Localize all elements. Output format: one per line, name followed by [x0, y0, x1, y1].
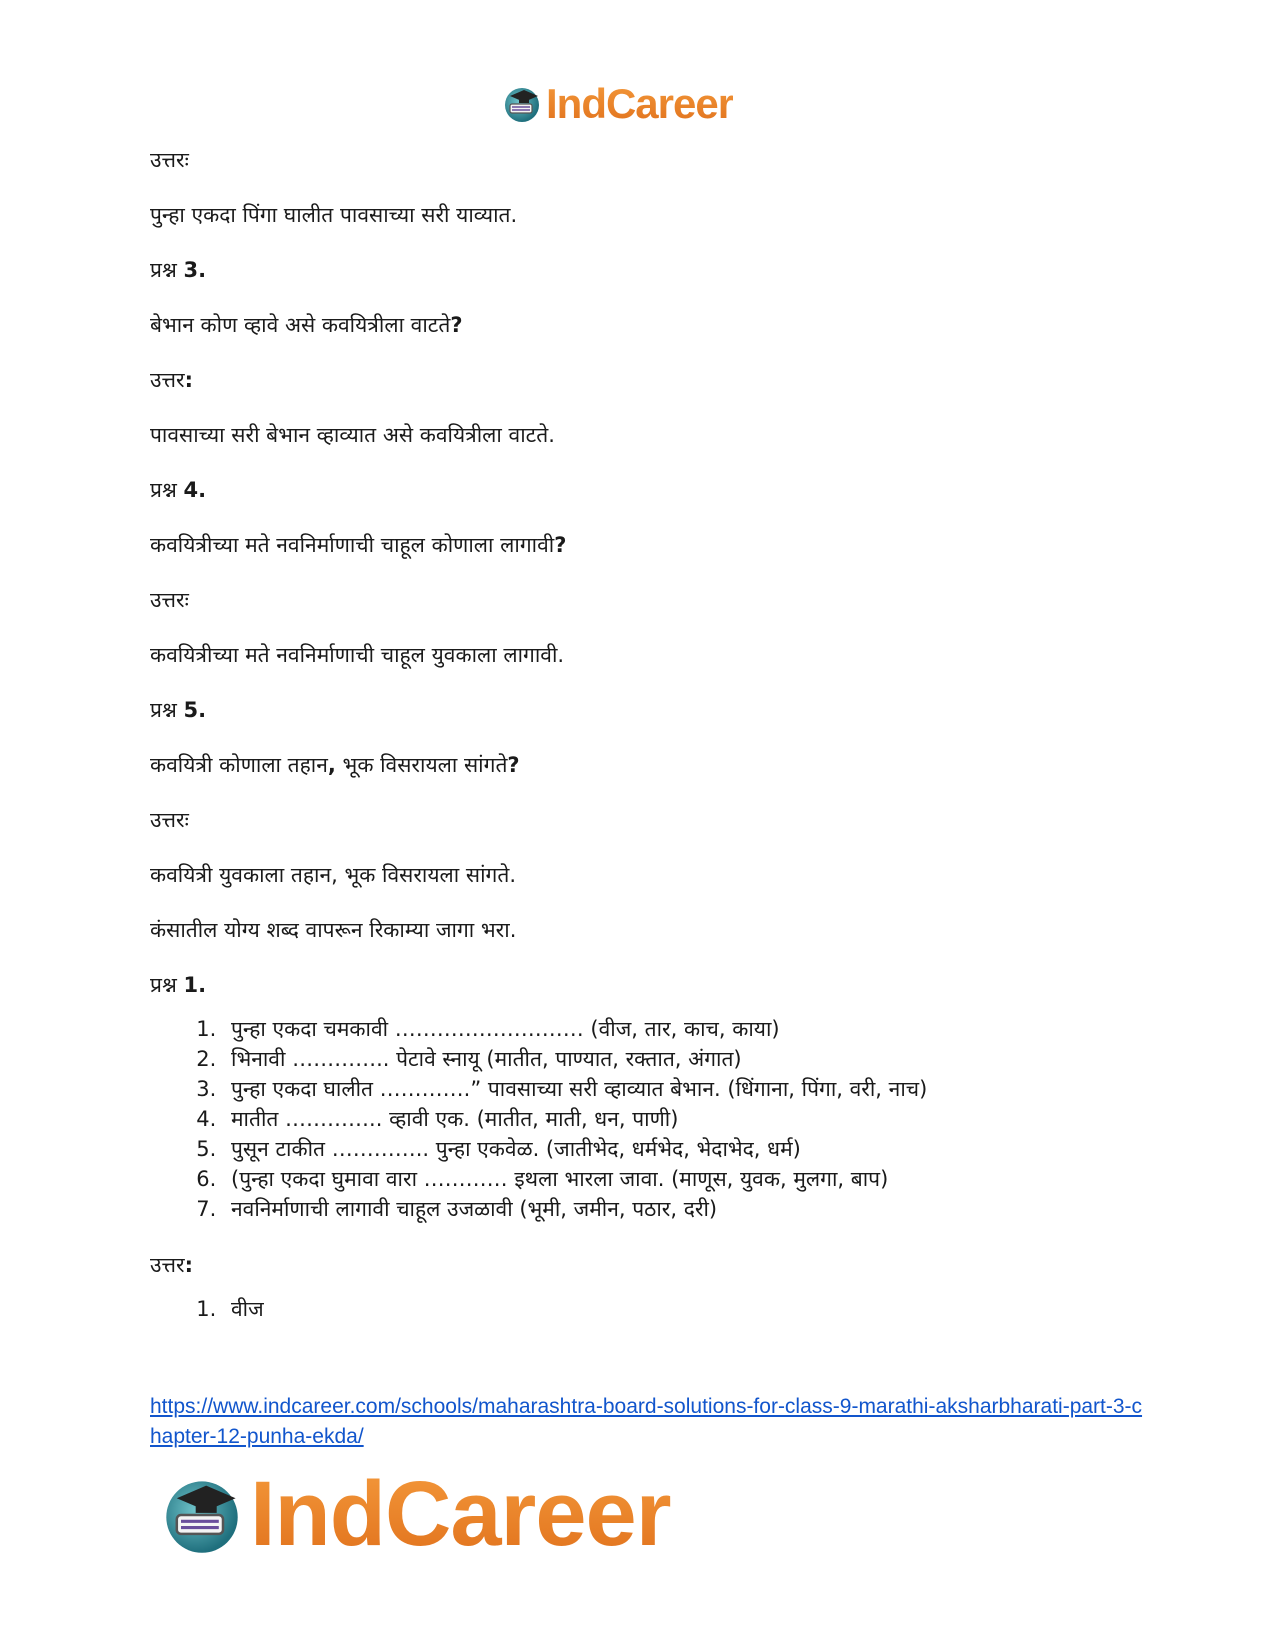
graduation-cap-globe-icon: [502, 84, 542, 124]
fill-blanks-list: [150, 1014, 1150, 1224]
list-item: 6. (पुन्हा एकदा घुमावा वारा ………… इथला भारला जावा. (माणूस, युवक, मुलगा, बाप): [223, 1164, 1150, 1194]
brand-wordmark: IndCareer: [546, 80, 734, 127]
answer-4-label: उत्तरः: [150, 588, 189, 612]
document-body: [150, 145, 1150, 1324]
list-item: 7. नवनिर्माणाची लागावी चाहूल उजळावी (भूमी, जमीन, पठार, दरी): [223, 1194, 1150, 1224]
question-4-text: कवयित्रीच्या मते नवनिर्माणाची चाहूल कोणाला लागावी?: [150, 533, 567, 557]
answers-label: उत्तर:: [150, 1253, 194, 1277]
list-item: 1. पुन्हा एकदा चमकावी ……………………… (वीज, तार, काच, काया): [223, 1014, 1150, 1044]
question-1-heading: प्रश्न 1.: [150, 973, 207, 997]
answer-3-label: उत्तर:: [150, 368, 194, 392]
answer-4-text: कवयित्रीच्या मते नवनिर्माणाची चाहूल युवकाला लागावी.: [150, 643, 565, 667]
question-5-text: कवयित्री कोणाला तहान, भूक विसरायला सांगते?: [150, 753, 520, 777]
question-3-text: बेभान कोण व्हावे असे कवयित्रीला वाटते?: [150, 313, 463, 337]
list-item: 1. वीज: [223, 1294, 1150, 1324]
list-item: 2. भिनावी ………….. पेटावे स्नायू (मातीत, पाण्यात, रक्तात, अंगात): [223, 1044, 1150, 1074]
source-link[interactable]: https://www.indcareer.com/schools/maharashtra-board-solutions-for-class-9-marathi-aksharbharati-part-3-chapter-12-punha-ekda/: [150, 1395, 1143, 1448]
list-item: 4. मातीत ………….. व्हावी एक. (मातीत, माती, धन, पाणी): [223, 1104, 1150, 1134]
answer-5-label: उत्तरः: [150, 808, 189, 832]
question-4-heading: प्रश्न 4.: [150, 478, 207, 502]
fill-blanks-heading: कंसातील योग्य शब्द वापरून रिकाम्या जागा भरा.: [150, 918, 517, 942]
question-3-heading: प्रश्न 3.: [150, 258, 207, 282]
question-5-heading: प्रश्न 5.: [150, 698, 207, 722]
list-item: 5. पुसून टाकीत ………….. पुन्हा एकवेळ. (जातीभेद, धर्मभेद, भेदाभेद, धर्म): [223, 1134, 1150, 1164]
graduation-cap-globe-icon: [160, 1473, 244, 1557]
answer-label: उत्तरः: [150, 148, 189, 172]
indcareer-logo-top: [502, 80, 733, 128]
list-item: 3. पुन्हा एकदा घालीत ………….” पावसाच्या सरी व्हाव्यात बेभान. (धिंगाना, पिंगा, वरी, नाच): [223, 1074, 1150, 1104]
answer-text: पुन्हा एकदा पिंगा घालीत पावसाच्या सरी याव्यात.: [150, 203, 518, 227]
answer-3-text: पावसाच्या सरी बेभान व्हाव्यात असे कवयित्रीला वाटते.: [150, 423, 555, 447]
indcareer-logo-bottom: [160, 1462, 671, 1567]
answers-list: [150, 1294, 1150, 1324]
answer-5-text: कवयित्री युवकाला तहान, भूक विसरायला सांगते.: [150, 863, 517, 887]
brand-wordmark: IndCareer: [250, 1463, 671, 1565]
